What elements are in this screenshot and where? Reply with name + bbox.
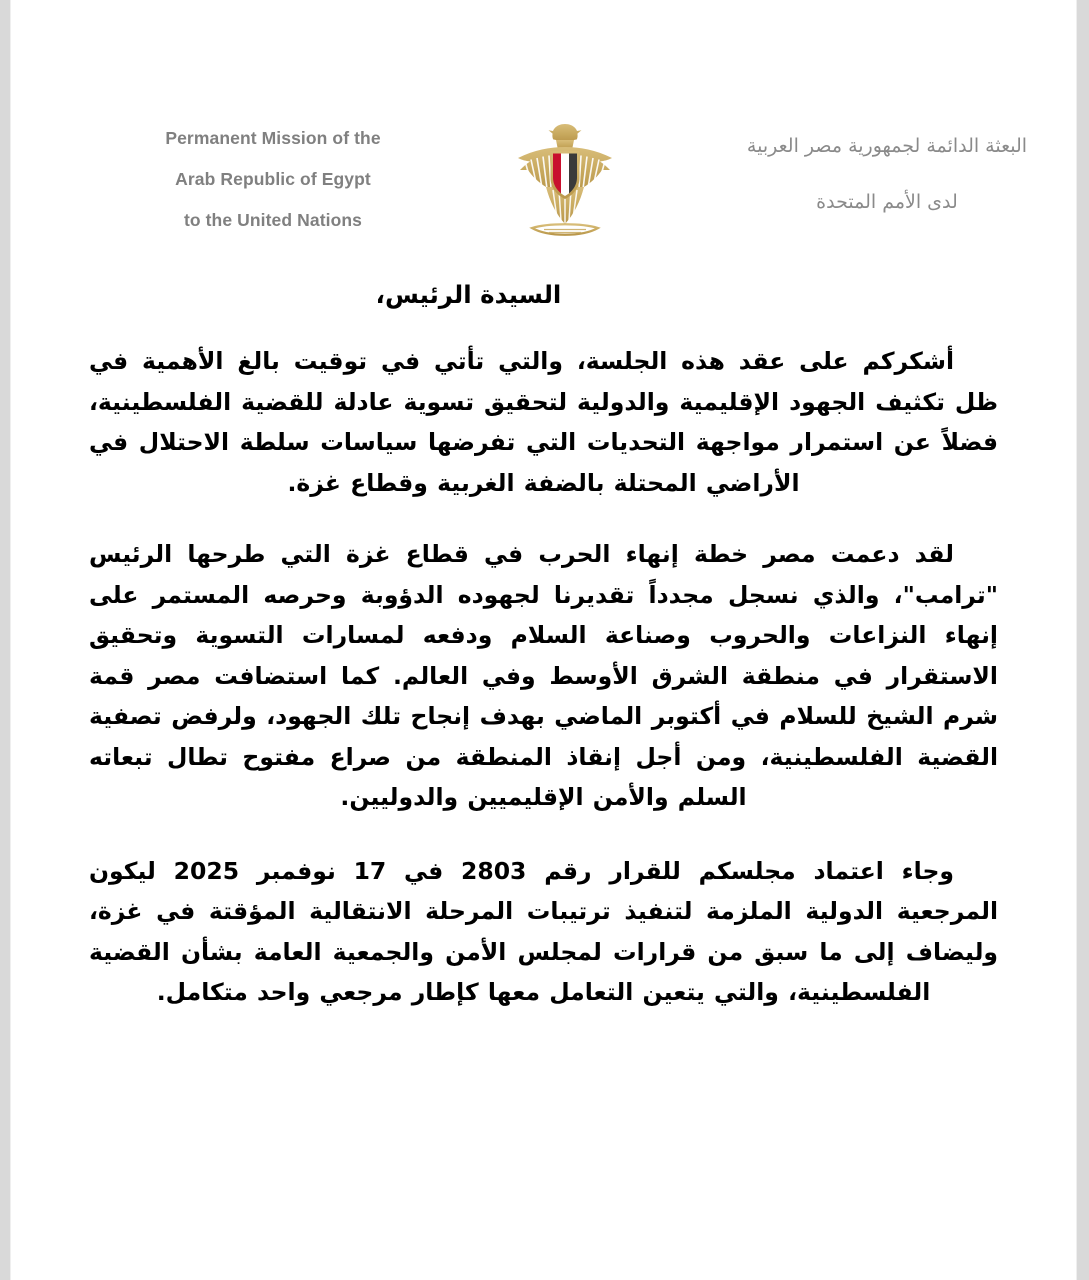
document-page	[10, 0, 1077, 1280]
letterhead-english	[139, 118, 407, 241]
salutation	[89, 280, 998, 309]
letterhead-english-line-2: Arab Republic of Egypt	[175, 169, 371, 189]
letterhead	[11, 0, 1076, 270]
letter-body	[11, 280, 1076, 1013]
letterhead-arabic-line-2: لدى الأمم المتحدة	[816, 191, 958, 213]
salutation-text: السيدة الرئيس،	[375, 280, 562, 309]
letterhead-arabic	[722, 118, 1052, 230]
emblem-container	[500, 118, 630, 248]
egypt-coat-of-arms-icon	[506, 120, 624, 248]
paragraph-2: لقد دعمت مصر خطة إنهاء الحرب في قطاع غزة التي طرحها الرئيس "ترامب"، والذي نسجل مجدداً تقديرنا لجهوده الدؤوبة وحرصه المستمر على إنهاء النزاعات والحروب وصناعة السلام ودفعه لمسارات التسوية وتحقيق الاستقرار في منطقة الشرق الأوسط وفي العالم. كما استضافت مصر قمة شرم الشيخ للسلام في أكتوبر الماضي بهدف إنجاح تلك الجهود، ولرفض تصفية القضية الفلسطينية، ومن أجل إنقاذ المنطقة من صراع مفتوح تطال تبعاته السلم والأمن الإقليميين والدوليين.	[89, 540, 998, 812]
letterhead-english-line-3: to the United Nations	[183, 210, 363, 230]
letterhead-english-line-1: Permanent Mission of the	[165, 128, 381, 148]
letterhead-arabic-line-1: البعثة الدائمة لجمهورية مصر العربية	[746, 135, 1028, 157]
paragraph-3: وجاء اعتماد مجلسكم للقرار رقم 2803 في 17 نوفمبر 2025 ليكون المرجعية الدولية الملزمة لتنفيذ ترتيبات المرحلة الانتقالية المؤقتة في غزة، وليضاف إلى ما سبق من قرارات لمجلس الأمن والجمعية العامة بشأن القضية الفلسطينية، والتي يتعين التعامل معها كإطار مرجعي واحد متكامل.	[89, 856, 998, 1007]
paragraph-1: أشكركم على عقد هذه الجلسة، والتي تأتي في توقيت بالغ الأهمية في ظل تكثيف الجهود الإقليمية والدولية لتحقيق تسوية عادلة للقضية الفلسطينية، فضلاً عن استمرار مواجهة التحديات التي تفرضها سياسات سلطة الاحتلال في الأراضي المحتلة بالضفة الغربية وقطاع غزة.	[89, 347, 998, 497]
